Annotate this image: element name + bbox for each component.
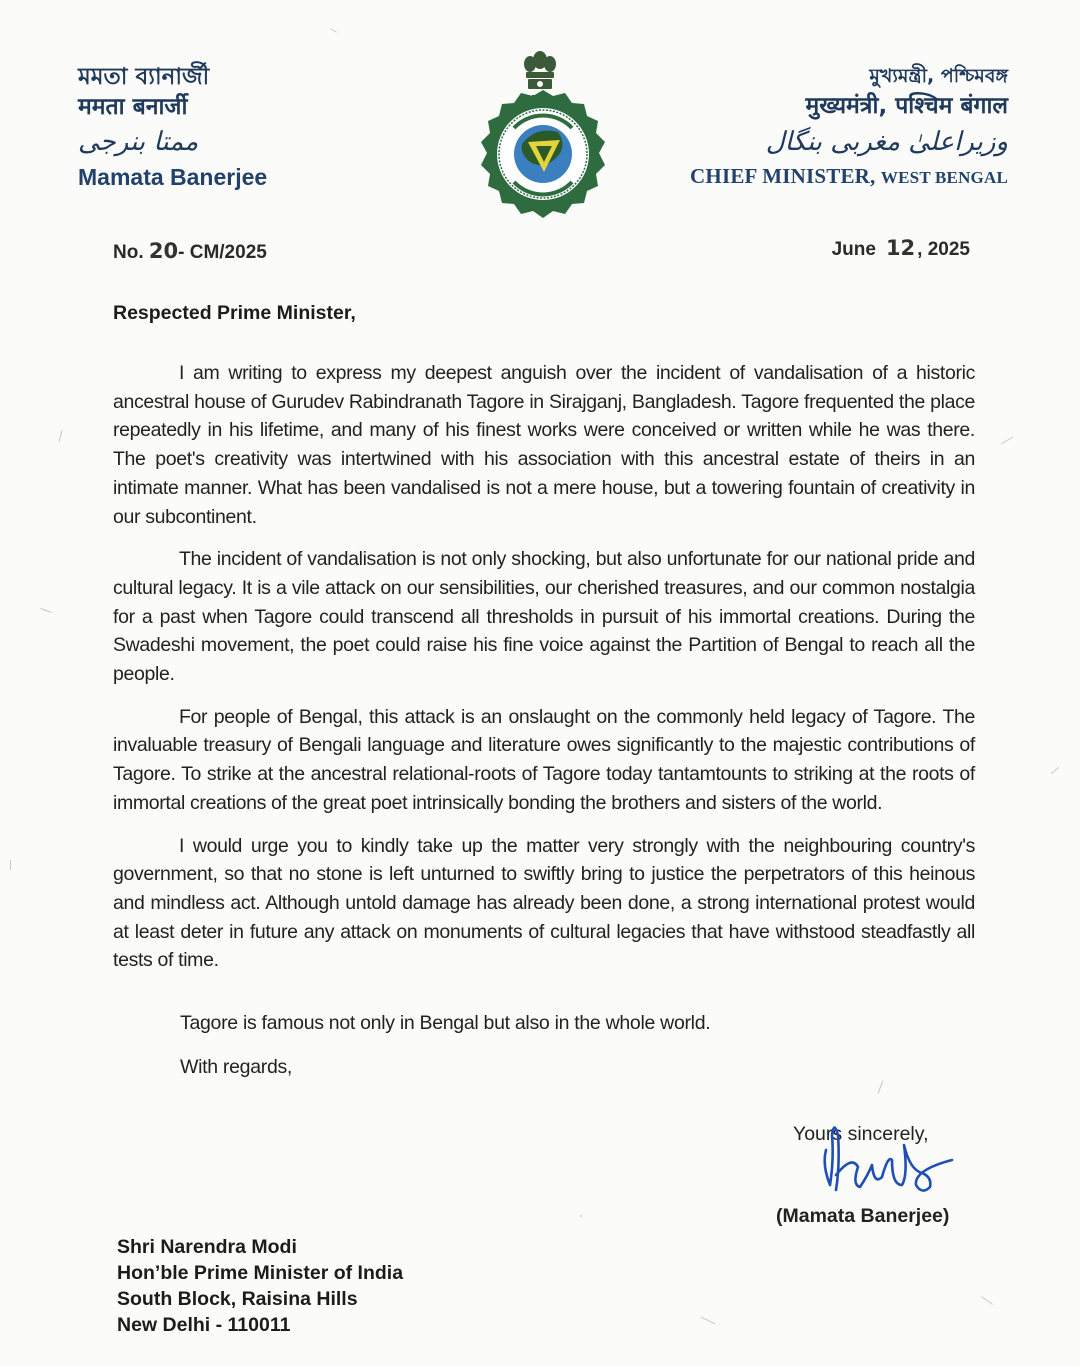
valediction: Yours sincerely, — [793, 1123, 929, 1145]
letter-date — [832, 236, 970, 261]
letter-body — [113, 359, 975, 989]
date-month: June — [831, 239, 876, 260]
addressee-block — [117, 1234, 403, 1338]
name-english: Mamata Banerjee — [78, 164, 268, 190]
name-urdu: ممتا بنرجی — [78, 127, 199, 157]
addressee-address: South Block, Raisina Hills — [117, 1288, 358, 1310]
signatory-printed-name: (Mamata Banerjee) — [776, 1205, 950, 1227]
title-english — [690, 164, 1008, 189]
paragraph: I am writing to express my deepest anguish over the incident of vandalisation of a historic ancestral house of Gurudev Rabindranath Tagore in Sirajganj, Bangladesh. Tagore frequented the place repeatedly in his lifetime, and many of his finest works were conceived or written while he was there. The poet's creativity was intertwined with his association with this ancestral estate of theirs in an intimate manner. What has been vandalised is not a mere house, but a towering fountain of creativity in our subcontinent. — [113, 362, 975, 528]
reference-suffix: - CM/2025 — [178, 242, 267, 263]
name-hindi: ममता बनार्जी — [78, 94, 188, 120]
title-hindi: मुख्यमंत्री, पश्चिम बंगाल — [805, 93, 1008, 119]
closing-line: Tagore is famous not only in Bengal but also in the whole world. — [180, 1012, 711, 1034]
salutation: Respected Prime Minister, — [113, 302, 356, 324]
paragraph: The incident of vandalisation is not only shocking, but also unfortunate for our national pride and cultural legacy. It is a vile attack on our sensibilities, our cherished treasures, and our common nostalgia for a past when Tagore could transcend all thresholds in pursuit of his immortal creations. During the Swadeshi movement, the poet could raise his fine voice against the Partition of Bengal to reach all the people. — [113, 548, 975, 686]
addressee-name: Shri Narendra Modi — [117, 1236, 297, 1258]
reference-prefix: No. — [113, 242, 144, 263]
title-bengali: মুখ্যমন্ত্রী, পশ্চিমবঙ্গ — [869, 65, 1008, 87]
date-handwritten-day: 12 — [885, 236, 916, 260]
reference-number — [113, 239, 267, 264]
title-english-main: CHIEF MINISTER, — [690, 164, 876, 188]
govt-of-west-bengal-seal-icon — [478, 88, 608, 220]
title-urdu: وزیراعلیٰ مغربی بنگال — [765, 127, 1008, 157]
letterhead-left — [78, 62, 267, 191]
paragraph: For people of Bengal, this attack is an onslaught on the commonly held legacy of Tagore. The invaluable treasury of Bengali language and literature owes significantly to the majestic contributions of Tagore. To strike at the ancestral relational-roots of Tagore today tantamtounts to striking at the roots of immortal creations of the great poet intrinsically bonding the brothers and sisters of the world. — [113, 705, 975, 814]
title-english-sub: WEST BENGAL — [880, 168, 1008, 187]
handwritten-signature-icon — [812, 1115, 962, 1205]
letterhead-right — [690, 62, 1008, 189]
name-bengali: মমতা ব্যানার্জী — [78, 64, 210, 90]
reference-handwritten-number: 20 — [148, 239, 179, 263]
regards: With regards, — [180, 1056, 293, 1078]
addressee-title: Hon’ble Prime Minister of India — [117, 1262, 404, 1284]
paragraph: I would urge you to kindly take up the matter very strongly with the neighbouring country's government, so that no stone is left unturned to swiftly bring to justice the perpetrators of this heinous and mindless act. Although untold damage has already been done, a strong international protest would at least deter in future any attack on monuments of cultural legacies that have withstood steadfastly all tests of time. — [113, 834, 975, 972]
addressee-city: New Delhi - 110011 — [117, 1314, 291, 1336]
date-year: , 2025 — [917, 239, 970, 260]
